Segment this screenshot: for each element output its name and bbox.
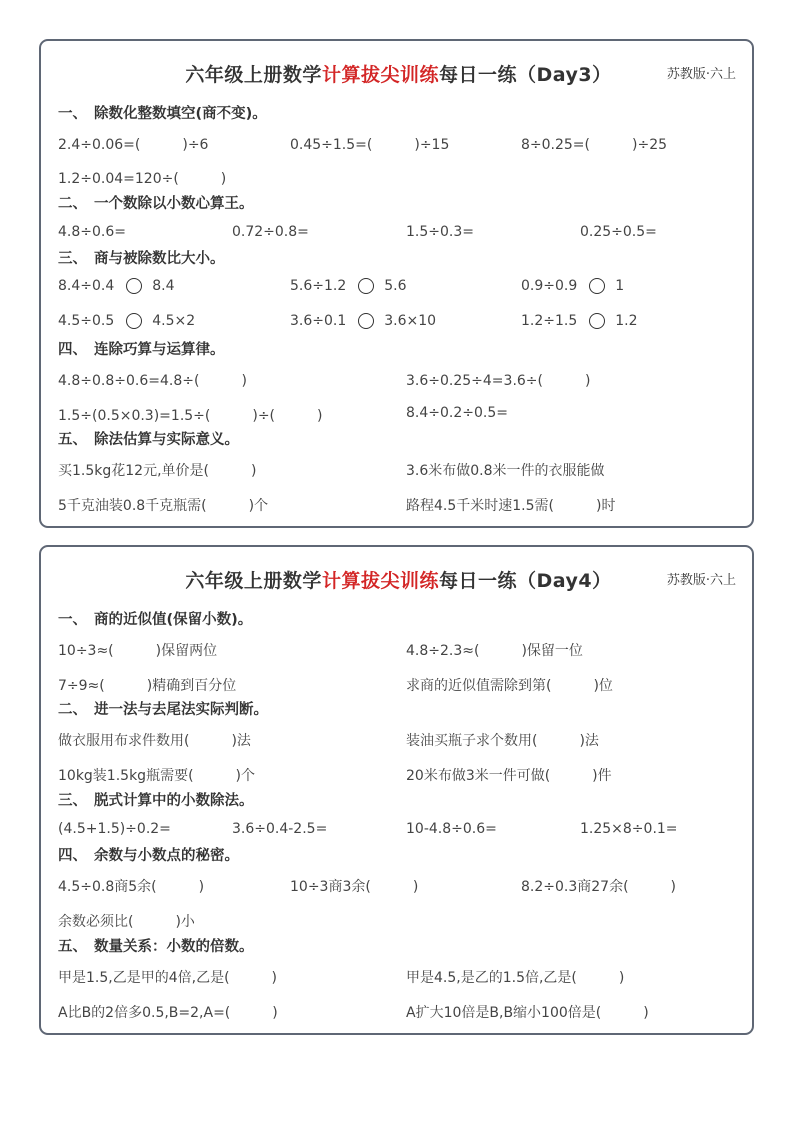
section-heading: 二、 一个数除以小数心算王。 [58,196,254,212]
compare-circle[interactable] [126,313,142,329]
section-heading: 三、 脱式计算中的小数除法。 [58,793,254,809]
question: 8.4÷0.2÷0.5= [406,405,508,421]
compare-circle[interactable] [358,313,374,329]
question: 3.6÷0.4-2.5= [232,821,328,837]
question: 甲是4.5,是乙的1.5倍,乙是( ) [406,970,625,986]
section-heading: 五、 除法估算与实际意义。 [58,432,239,448]
question: 10-4.8÷0.6= [406,821,497,837]
compare-question: 3.6÷0.1 3.6×10 [290,313,437,329]
compare-question: 0.9÷0.9 1 [521,278,625,294]
worksheet-day3 [39,39,754,528]
question: 余数必须比( )小 [58,914,195,930]
question: 4.5÷0.8商5余( ) [58,879,205,895]
question: 装油买瓶子求个数用( )法 [406,733,599,749]
question: 甲是1.5,乙是甲的4倍,乙是( ) [58,970,277,986]
question: 7÷9≈( )精确到百分位 [58,678,237,694]
question: A比B的2倍多0.5,B=2,A=( ) [58,1005,278,1021]
question: 求商的近似值需除到第( )位 [406,678,613,694]
question: 5千克油装0.8千克瓶需( )个 [58,498,269,514]
title-highlight: 计算拔尖训练 [321,64,439,86]
compare-question: 8.4÷0.4 8.4 [58,278,175,294]
section-heading: 四、 余数与小数点的秘密。 [58,848,239,864]
worksheet-title: 六年级上册数学计算拔尖训练每日一练（Day3） [185,64,612,86]
question: 1.2÷0.04=120÷( ) [58,171,227,187]
question: 3.6米布做0.8米一件的衣服能做 [406,463,605,479]
question: 10÷3≈( )保留两位 [58,643,218,659]
question: 0.25÷0.5= [580,224,657,240]
worksheet-title: 六年级上册数学计算拔尖训练每日一练（Day4） [185,570,612,592]
compare-question: 5.6÷1.2 5.6 [290,278,407,294]
question: 4.8÷0.8÷0.6=4.8÷( ) [58,373,247,389]
question: (4.5+1.5)÷0.2= [58,821,171,837]
edition-label: 苏教版·六上 [666,573,736,588]
section-heading: 一、 商的近似值(保留小数)。 [58,612,253,628]
compare-circle[interactable] [589,313,605,329]
question: A扩大10倍是B,B缩小100倍是( ) [406,1005,649,1021]
question: 1.25×8÷0.1= [580,821,678,837]
question: 路程4.5千米时速1.5需( )时 [406,498,616,514]
compare-question: 1.2÷1.5 1.2 [521,313,638,329]
compare-circle[interactable] [589,278,605,294]
question: 10÷3商3余( ) [290,879,419,895]
question: 8.2÷0.3商27余( ) [521,879,676,895]
question: 2.4÷0.06=( )÷6 [58,137,209,153]
compare-question: 4.5÷0.5 4.5×2 [58,313,196,329]
section-heading: 三、 商与被除数比大小。 [58,251,225,267]
section-heading: 四、 连除巧算与运算律。 [58,342,225,358]
question: 10kg装1.5kg瓶需要( )个 [58,768,255,784]
question: 4.8÷2.3≈( )保留一位 [406,643,583,659]
section-heading: 二、 进一法与去尾法实际判断。 [58,702,268,718]
section-heading: 一、 除数化整数填空(商不变)。 [58,106,267,122]
question: 4.8÷0.6= [58,224,126,240]
question: 0.45÷1.5=( )÷15 [290,137,450,153]
question: 0.72÷0.8= [232,224,309,240]
compare-circle[interactable] [126,278,142,294]
question: 3.6÷0.25÷4=3.6÷( ) [406,373,591,389]
question: 做衣服用布求件数用( )法 [58,733,251,749]
question: 1.5÷(0.5×0.3)=1.5÷( )÷( ) [58,408,323,424]
worksheet-day4 [39,545,754,1035]
edition-label: 苏教版·六上 [666,67,736,82]
question: 8÷0.25=( )÷25 [521,137,668,153]
question: 买1.5kg花12元,单价是( ) [58,463,257,479]
title-highlight: 计算拔尖训练 [321,570,439,592]
compare-circle[interactable] [358,278,374,294]
question: 1.5÷0.3= [406,224,474,240]
section-heading: 五、 数量关系：小数的倍数。 [58,939,254,955]
question: 20米布做3米一件可做( )件 [406,768,612,784]
